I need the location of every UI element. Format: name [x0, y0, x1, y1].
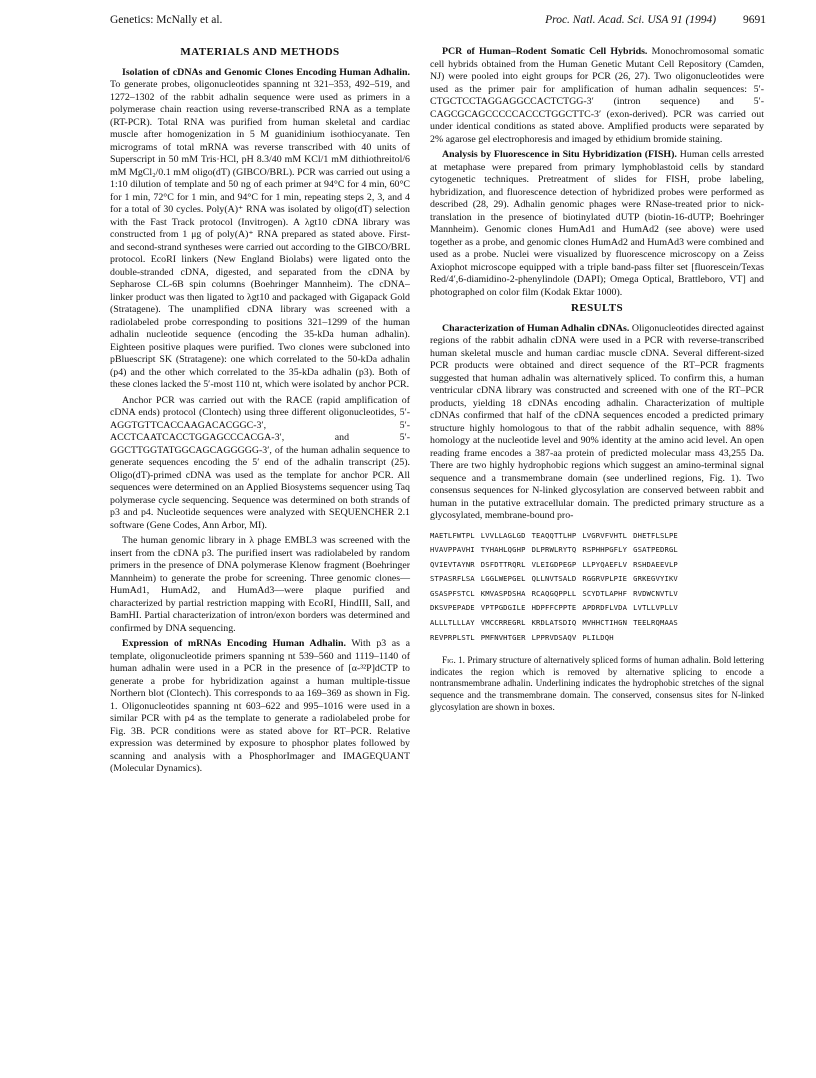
- sequence-group: PMFNVHTGER: [480, 632, 526, 642]
- methods-paragraphs: [110, 67, 410, 776]
- sequence-group: RCAQGQPPLL: [531, 588, 577, 598]
- results-heading: RESULTS: [571, 302, 623, 314]
- sequence-group: MVHHCTIHGN: [582, 618, 628, 628]
- figure-1-caption: [430, 655, 764, 713]
- sequence-group: HVAVPPAVHI: [430, 545, 475, 555]
- sequence-group: LPPRVDSAQV: [531, 632, 577, 642]
- sequence-group: REVPRPLSTL: [430, 632, 475, 642]
- sequence-line: [430, 587, 764, 602]
- sequence-group: QVIEVTAYNR: [430, 559, 475, 569]
- sequence-group: TEELRQMAAS: [633, 618, 678, 628]
- paragraph: [110, 535, 410, 635]
- paragraph: [430, 46, 764, 146]
- sequence-group: RSHDAEEVLP: [633, 559, 678, 569]
- sequence-group: APDRDFLVDA: [582, 603, 628, 613]
- sequence-group: RGGRVPLPIE: [582, 574, 628, 584]
- sequence-group: DLPRWLRYTQ: [531, 545, 577, 555]
- paragraph-text: Human cells arrested at metaphase were prepared from primary lymphoblastoid cells by standard cytogenetic techniques. Pretreatment of slides for FISH, probe labeling, hybridization, and fluorescence detection of hybridized probes were performed as described (28, 29). Adhalin genomic phages were RNase-treated prior to nick-translation in the presence of biotinylated dUTP (biotin-16-dUTP; Boehringer Mannheim). Genomic clones HumAd1 and HumAd2 (see above) were used together as a probe, and genomic clones HumAd2 and HumAd3 were combined and used as a probe. Nuclei were visualized by fluorescence microscopy on a Zeiss Axiophot microscope equipped with a triple band-pass filter set [fluorescein/Texas Red/4′,6-diamidino-2-phenylindole (DAPI); Omega Optical, Brattleboro, VT] and photographed on color film (Kodak Ektar 1000).: [430, 149, 764, 298]
- sequence-group: GRKEGVYIKV: [633, 574, 678, 584]
- paragraph: [110, 67, 410, 392]
- paragraph-run-in-heading: PCR of Human–Rodent Somatic Cell Hybrids.: [442, 46, 648, 57]
- sequence-group: PLILDQH: [582, 632, 614, 642]
- sequence-group: TYHAHLQGHP: [480, 545, 526, 555]
- journal-citation: Proc. Natl. Acad. Sci. USA 91 (1994): [545, 14, 717, 26]
- sequence-line: [430, 616, 764, 631]
- paragraph-text: Oligonucleotides directed against regions of the rabbit adhalin cDNA were used in a PCR with reverse-transcribed human skeletal muscle and human cardiac muscle cDNA. Several different-sized PCR products were obtained and direct sequence of the RT–PCR fragments suggested that human adhalin was alternatively spliced. To confirm this, a human ventricular cDNA library was constructed and screened with one of the RT–PCR products, yielding 18 cDNAs encoding adhalin. Characterization of multiple cDNAs confirmed that half of the cDNA sequences encoded a predicted primary structure highly homologous to that of the rabbit adhalin sequence, with 88% homology at the nucleotide level and 90% identity at the amino acid level. An open reading frame encodes a 387-aa protein of predicted molecular mass 43,255 Da. There are two highly hydrophobic regions which suggest an amino-terminal signal sequence and a transmembrane domain (see underlined regions, Fig. 1). Two consensus sequences for N-linked glycosylation are conserved between rabbit and human in the putative extracellular domain. The predicted primary structure as a glycosylated, membrane-bound pro-: [430, 322, 765, 521]
- sequence-line: [430, 572, 764, 587]
- paragraph-text: Monochromosomal somatic cell hybrids obtained from the Human Genetic Mutant Cell Repository (Camden, NJ) were pooled into eight groups for PCR (26, 27). Two oligonucleotides were used as the primer pair for amplification of human adhalin sequences: 5′-CTGCTCCTAGGAGGCCACTCTGG-3′ (intron sequence) and 5′-CAGCGCAGCCCCCACCCTGGCTTC-3′ (exon-derived). PCR was carried out under identical conditions as stated above. Amplified products were separated by 2% agarose gel electrophoresis and imaged by ethidium bromide staining.: [430, 46, 765, 145]
- sequence-group: SCYDTLAPHF: [582, 588, 628, 598]
- sequence-group: STPASRFLSA: [430, 574, 475, 584]
- sequence-group: LVTLLVPLLV: [633, 603, 678, 613]
- paragraph-run-in-heading: Isolation of cDNAs and Genomic Clones Encoding Human Adhalin.: [122, 66, 410, 78]
- figure-1-sequence: [430, 529, 764, 646]
- methods-paragraphs-continued: [430, 46, 764, 299]
- paragraph: [110, 395, 410, 533]
- sequence-group: LVGRVFVHTL: [582, 530, 628, 540]
- sequence-group: LGGLWEPGEL: [480, 574, 526, 584]
- sequence-group: KMVASPDSHA: [480, 588, 526, 598]
- figure-1-label: Fig. 1.: [442, 655, 465, 666]
- sequence-group: DSFDTTRQRL: [480, 559, 526, 569]
- paragraph-run-in-heading: Expression of mRNAs Encoding Human Adhalin.: [122, 638, 346, 649]
- sequence-group: RVDWCNVTLV: [633, 588, 678, 598]
- paragraph-text: To generate probes, oligonucleotides spanning nt 321–353, 492–519, and 1272–1302 of the rabbit adhalin sequence were used as primers in a polymerase chain reaction using reverse-transcribed RNA as a template (RT-PCR). Total RNA was purified from human skeletal and cardiac muscle after homogenization in 5 M guanidinium isothiocyanate. Ten micrograms of total mRNA was reverse transcribed with 40 units of Superscript in 50 mM Tris·HCl, pH 8.3/40 mM KCl/1 mM dithiothreitol/6 mM MgCl₂/0.1 mM oligo(dT) (GIBCO/BRL). PCR was carried out using a 1:10 dilution of template and 50 ng of each primer at 94°C for 4 min, 60°C for 1 min, 72°C for 1 min, and 94°C for 1 min, repeating steps 2, 3, and 4 for a total of 30 cycles. Poly(A)⁺ RNA was isolated by oligo(dT) selection with the Fast Track protocol (Invitrogen). A λgt10 cDNA library was constructed from 1 μg of poly(A)⁺ RNA prepared as stated above. First- and second-strand syntheses were carried out according to the GIBCO/BRL protocol. EcoRI linkers (New England Biolabs) were ligated onto the double-stranded cDNA, digested, and separated from the cDNA by Sepharose CL-6B spin columns (Boehringer Mannheim). The cDNA–linker product was then ligated to λgt10 and packaged with Gigapack Gold (Stratagene). The unamplified cDNA library was screened with a radiolabeled probe corresponding to positions 321–1299 of the human adhalin nucleotide sequence (encoding the 35-kDa human adhalin). Eighteen positive plaques were purified. Two clones were subcloned into pBluescript SK (Stratagene): one which correlated to the 50-kDa adhalin (p4) and the other which correlated to the 35-kDa adhalin (p3). Both of these clones lacked the 5′-most 110 nt, which were isolated by anchor PCR.: [110, 79, 410, 390]
- sequence-line: [430, 601, 764, 616]
- results-paragraphs: [430, 323, 764, 523]
- running-head: [110, 14, 766, 32]
- sequence-group: VPTPGDGILE: [480, 603, 526, 613]
- page-number: 9691: [743, 14, 766, 26]
- sequence-group: TEAQQTTLHP: [531, 530, 577, 540]
- sequence-group: MAETLFWTPL: [430, 530, 475, 540]
- paragraph: [110, 638, 410, 776]
- sequence-group: QLLNVTSALD: [531, 574, 577, 584]
- paragraph: [430, 323, 764, 523]
- sequence-group: LLPYQAEFLV: [582, 559, 628, 569]
- sequence-line: [430, 558, 764, 573]
- sequence-line: [430, 543, 764, 558]
- running-head-authors: Genetics: McNally et al.: [110, 14, 223, 26]
- sequence-group: VLEIGDPEGP: [531, 559, 577, 569]
- sequence-line: [430, 631, 764, 646]
- methods-heading: MATERIALS AND METHODS: [180, 46, 340, 58]
- paragraph-text: The human genomic library in λ phage EMBL3 was screened with the insert from the cDNA p3. The purified insert was radiolabeled by random primers in the presence of DNA polymerase Klenow fragment (Boehringer Mannheim) to generate the probe for screening. Three genomic clones—HumAd1, HumAd2, and HumAd3—were plaque purified and characterized by partial restriction mapping with EcoRI, HindIII, SalI, and BamHI. Partial characterization of intron/exon borders was determined and confirmed by DNA sequencing.: [110, 535, 410, 634]
- paragraph-text: Anchor PCR was carried out with the RACE (rapid amplification of cDNA ends) protocol (Clontech) using three different oligonucleotides, 5′-AGGTGTTCACCAAGACACGGC-3′, 5′-ACCTCAATCACCTGGAGCCCACGA-3′, and 5′-GGCTTGGTATGGCAGCAGGGGG-3′, of the human adhalin sequence to generate sequences encoding the 5′ end of the adhalin transcript (25). Oligo(dT)-primed cDNA was used as the template for anchor PCR. All sequences were determined on an Applied Biosystems sequencer using Taq polymerase cycle sequencing. Sequence was determined on both strands of p3 and p4. Nucleotide sequences were analyzed with SEQUENCHER 2.1 software (Gene Codes, Ann Arbor, MI).: [110, 394, 410, 531]
- paragraph: [430, 149, 764, 299]
- right-column: [430, 46, 764, 713]
- paragraph-run-in-heading: Characterization of Human Adhalin cDNAs.: [442, 322, 630, 334]
- sequence-group: HDPFFCPPTE: [531, 603, 577, 613]
- sequence-group: DHETFLSLPE: [633, 530, 678, 540]
- sequence-group: LVVLLAGLGD: [480, 530, 526, 540]
- figure-1-caption-text: Primary structure of alternatively spliced forms of human adhalin. Bold lettering indicates the region which is removed by alternative splicing to encode a nontransmembrane adhalin. Underlining indicates the hydrophobic stretches of the signal sequence and the transmembrane domain. The conserved, consensus sites for N-linked glycosylation are shown in boxes.: [430, 655, 764, 712]
- sequence-group: GSATPEDRGL: [633, 545, 678, 555]
- paragraph-text: With p3 as a template, oligonucleotide primers spanning nt 539–560 and 1119–1140 of human adhalin were used in a PCR in the presence of [α-³²P]dCTP to generate a probe for hybridization against a human multiple-tissue Northern blot (Clontech). This corresponds to aa 169–369 as shown in Fig. 1. Oligonucleotides spanning nt 603–622 and 995–1016 were used in a similar PCR with p4 as the template to generate a radiolabeled probe for Fig. 3B. PCR conditions were as stated above for RT–PCR. Relative expression was determined by exposure to phosphor plates followed by scanning and analysis with a PhosphorImager and IMAGEQUANT (Molecular Dynamics).: [110, 638, 410, 774]
- sequence-group: VMCCRREGRL: [480, 618, 526, 628]
- sequence-group: KRDLATSDIQ: [531, 618, 577, 628]
- sequence-group: DKSVPEPADE: [430, 603, 475, 613]
- sequence-line: [430, 529, 764, 544]
- sequence-group: ALLLTLLLAY: [430, 618, 475, 628]
- running-head-journal-block: [545, 14, 766, 26]
- left-column: [110, 46, 410, 779]
- sequence-group: RSPHHPGFLY: [582, 545, 628, 555]
- sequence-group: GSASPFSTCL: [430, 588, 475, 598]
- paragraph-run-in-heading: Analysis by Fluorescence in Situ Hybridization (FISH).: [442, 149, 677, 160]
